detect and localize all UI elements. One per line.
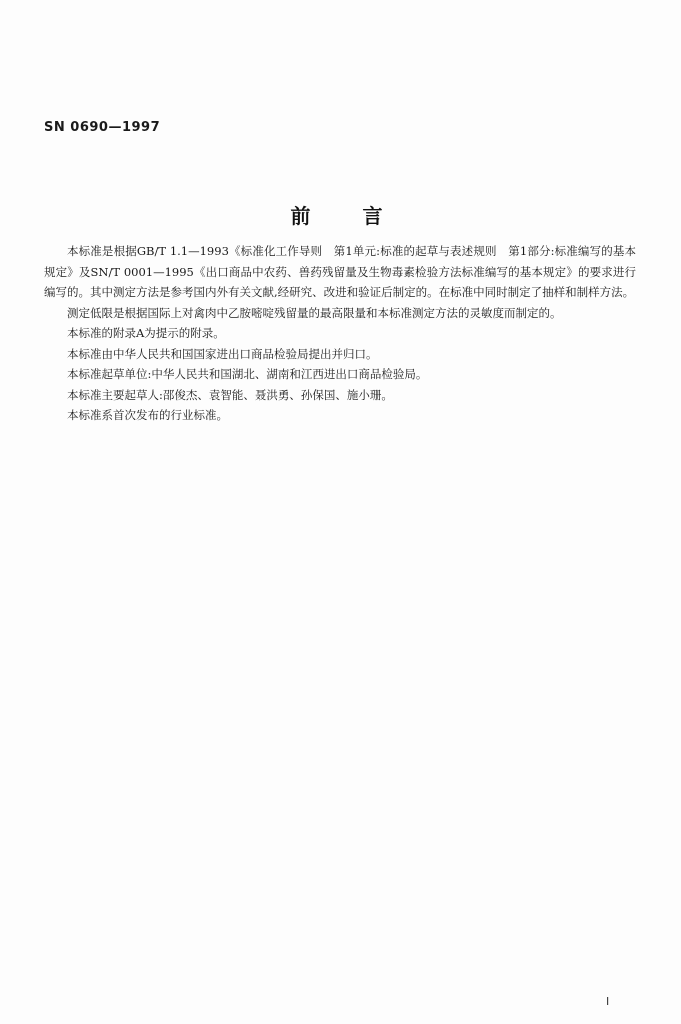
paragraph-proposer: 本标准由中华人民共和国国家进出口商品检验局提出并归口。 bbox=[67, 346, 378, 361]
page-number: I bbox=[606, 995, 610, 1008]
paragraph-detection-limit: 测定低限是根据国际上对禽肉中乙胺嘧啶残留量的最高限量和本标准测定方法的灵敏度而制定的。 bbox=[67, 305, 562, 320]
standard-number: SN 0690—1997 bbox=[44, 120, 161, 135]
paragraph-drafters: 本标准主要起草人:邵俊杰、袁智能、聂洪勇、孙保国、施小珊。 bbox=[67, 387, 393, 402]
paragraph-first-release: 本标准系首次发布的行业标准。 bbox=[67, 408, 228, 422]
page-title: 前言 bbox=[290, 204, 435, 228]
paragraph-drafting-units: 本标准起草单位:中华人民共和国湖北、湖南和江西进出口商品检验局。 bbox=[67, 367, 428, 381]
paragraph-appendix: 本标准的附录A为提示的附录。 bbox=[67, 326, 225, 340]
paragraph-basis: 本标准是根据GB/T 1.1—1993《标准化工作导则 第1单元:标准的起草与表述规则 第1部分:标准编写的基本规定》及SN/T 0001—1995《出口商品中农药、兽药残留量及生物毒素检验方法标准编写的基本规定》的要求进行编写的。其中测定方法是参考国内外有关文献,经研究、改进和验证后制定的。在标准中同时制定了抽样和制样方法。 bbox=[44, 244, 636, 299]
foreword-body bbox=[44, 241, 636, 426]
